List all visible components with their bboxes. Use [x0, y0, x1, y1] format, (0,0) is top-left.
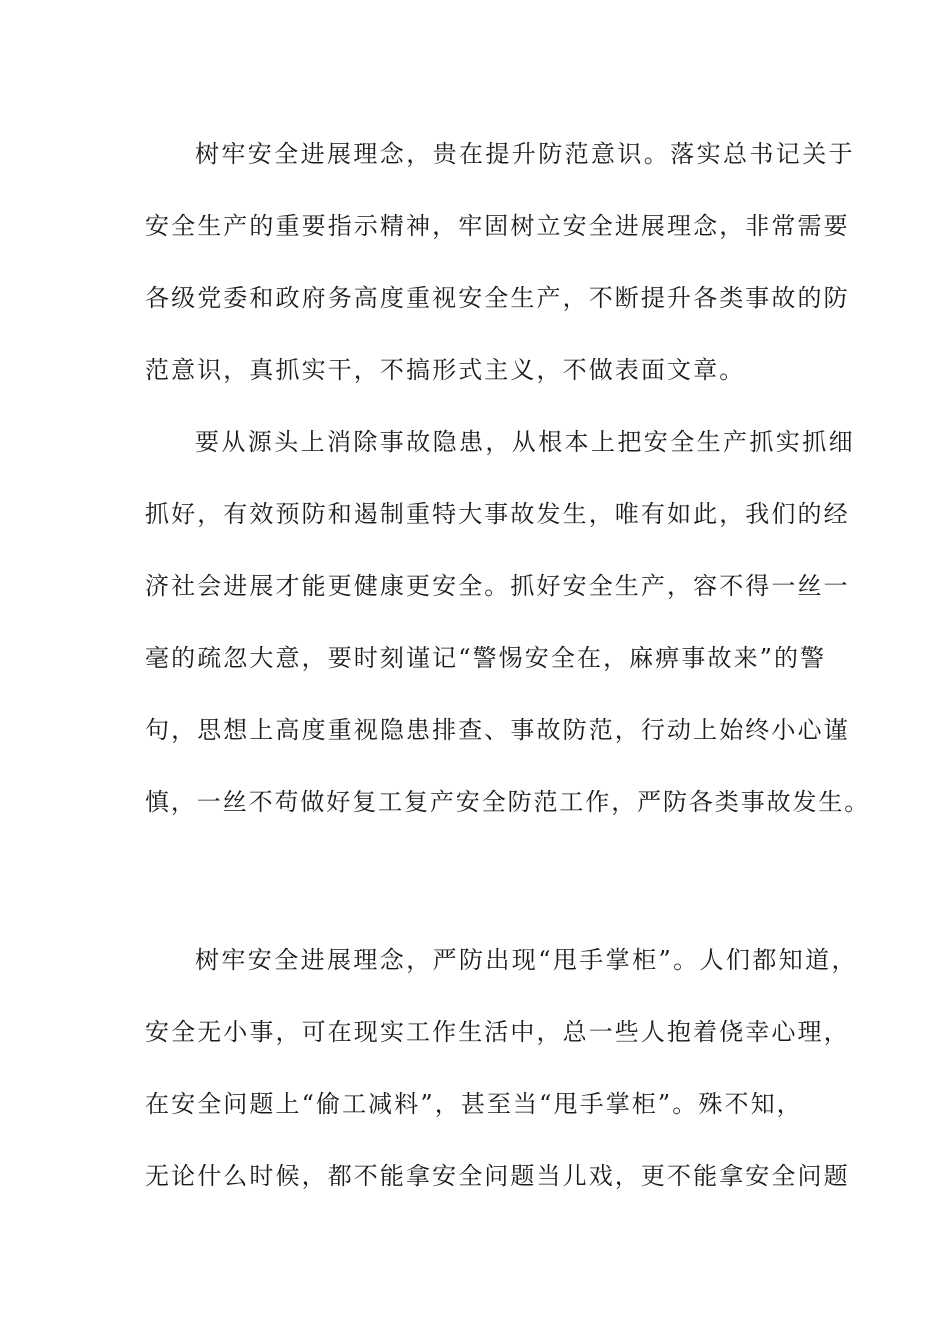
text-line: 各级党委和政府务高度重视安全生产，不断提升各类事故的防 [145, 284, 850, 312]
text-line: 无论什么时候，都不能拿安全问题当儿戏，更不能拿安全问题 [145, 1162, 850, 1190]
text-line: 要从源头上消除事故隐患，从根本上把安全生产抓实抓细 [195, 428, 855, 456]
text-line: 在安全问题上“偷工减料”，甚至当“甩手掌柜”。殊不知， [145, 1090, 803, 1118]
text-line: 安全无小事，可在现实工作生活中，总一些人抱着侥幸心理， [145, 1018, 850, 1046]
text-line: 树牢安全进展理念，严防出现“甩手掌柜”。人们都知道， [195, 946, 858, 974]
text-line: 毫的疏忽大意，要时刻谨记“警惕安全在，麻痹事故来”的警 [145, 644, 827, 672]
text-line: 安全生产的重要指示精神，牢固树立安全进展理念，非常需要 [145, 212, 850, 240]
text-line: 范意识，真抓实干，不搞形式主义，不做表面文章。 [145, 356, 746, 384]
text-line: 句，思想上高度重视隐患排查、事故防范，行动上始终小心谨 [145, 716, 850, 744]
text-line: 慎，一丝不苟做好复工复产安全防范工作，严防各类事故发生。 [145, 788, 871, 816]
text-line: 树牢安全进展理念，贵在提升防范意识。落实总书记关于 [195, 140, 855, 168]
text-line: 济社会进展才能更健康更安全。抓好安全生产，容不得一丝一 [145, 572, 850, 600]
text-line: 抓好，有效预防和遏制重特大事故发生，唯有如此，我们的经 [145, 500, 850, 528]
